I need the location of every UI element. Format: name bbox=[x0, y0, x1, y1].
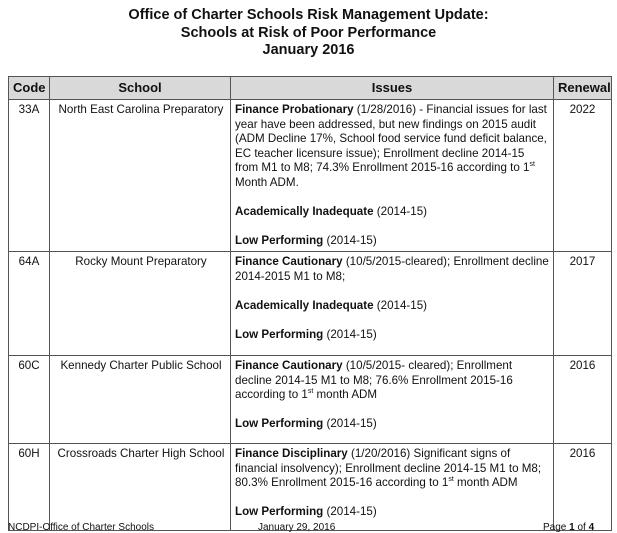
issue-status: Finance Cautionary bbox=[235, 254, 343, 268]
issue-detail-tail: Month ADM. bbox=[235, 175, 299, 189]
issues-cell bbox=[231, 355, 554, 443]
issue-detail: (2014-15) bbox=[373, 298, 428, 312]
issue-status: Low Performing bbox=[235, 417, 324, 431]
page-of: of bbox=[574, 522, 589, 533]
table-row bbox=[9, 443, 612, 530]
school-name: North East Carolina Preparatory bbox=[50, 100, 231, 252]
issue-paragraph bbox=[235, 205, 549, 220]
issue-status: Academically Inadequate bbox=[235, 298, 374, 312]
ordinal-suffix: st bbox=[307, 388, 314, 396]
page-total: 4 bbox=[588, 522, 595, 533]
school-name: Crossroads Charter High School bbox=[50, 443, 231, 530]
school-code: 33A bbox=[9, 100, 50, 252]
issue-status: Low Performing bbox=[235, 234, 324, 248]
table-row bbox=[9, 355, 612, 443]
risk-table bbox=[8, 76, 612, 531]
issue-paragraph bbox=[235, 255, 549, 284]
issue-paragraph bbox=[235, 103, 549, 191]
footer-page bbox=[543, 522, 594, 533]
column-header-code: Code bbox=[9, 77, 50, 100]
issue-detail: (10/5/2015-cleared); Enrollment decline 2014-2015 M1 to M8; bbox=[235, 254, 549, 283]
school-code: 60H bbox=[9, 443, 50, 530]
renewal-year: 2022 bbox=[554, 100, 612, 252]
issue-status: Low Performing bbox=[235, 327, 324, 341]
school-name: Rocky Mount Preparatory bbox=[50, 251, 231, 355]
issue-detail: (2014-15) bbox=[323, 327, 377, 341]
issue-status: Finance Probationary bbox=[235, 103, 354, 116]
ordinal-suffix: st bbox=[529, 161, 535, 169]
issue-detail-tail: month ADM bbox=[313, 388, 378, 402]
issue-paragraph bbox=[235, 359, 549, 403]
issue-paragraph bbox=[235, 299, 549, 314]
issue-detail: (10/5/2015- cleared); Enrollment decline 2014-15 M1 to M8; 76.6% Enrollment 2015-16 according to 1 bbox=[235, 358, 513, 402]
ordinal-suffix: st bbox=[448, 476, 454, 484]
issue-paragraph bbox=[235, 505, 549, 520]
issue-detail-tail: month ADM bbox=[453, 476, 518, 490]
column-header-issues: Issues bbox=[231, 77, 554, 100]
school-code: 64A bbox=[9, 251, 50, 355]
renewal-year: 2017 bbox=[554, 251, 612, 355]
issues-cell bbox=[231, 100, 554, 252]
school-name: Kennedy Charter Public School bbox=[50, 355, 231, 443]
issue-detail: (2014-15) bbox=[373, 205, 428, 219]
issue-detail: (2014-15) bbox=[323, 417, 377, 431]
column-header-school: School bbox=[50, 77, 231, 100]
issue-paragraph bbox=[235, 234, 549, 249]
column-header-renewal: Renewal bbox=[554, 77, 612, 100]
issue-paragraph bbox=[235, 447, 549, 491]
renewal-year: 2016 bbox=[554, 355, 612, 443]
issues-cell bbox=[231, 251, 554, 355]
issue-paragraph bbox=[235, 417, 549, 432]
title-line-3: January 2016 bbox=[262, 42, 355, 58]
issue-status: Low Performing bbox=[235, 505, 324, 519]
issue-detail: (1/28/2016) - Financial issues for last year have been addressed, but new findings on 2015 audit (ADM Decline 17%, School food service fund deficit balance, EC teacher licensure issue); Enrollment decline 2014-15 from M1 to M8; 74.3% Enrollment 2015-16 according to 1 bbox=[235, 103, 547, 175]
issue-detail: (2014-15) bbox=[323, 505, 377, 519]
school-code: 60C bbox=[9, 355, 50, 443]
table-header bbox=[9, 77, 612, 100]
page-prefix: Page bbox=[543, 522, 570, 533]
table-row bbox=[9, 100, 612, 252]
issue-status: Finance Disciplinary bbox=[235, 446, 348, 460]
document-title bbox=[0, 7, 617, 60]
issue-status: Finance Cautionary bbox=[235, 358, 343, 372]
page-number: 1 bbox=[569, 522, 575, 533]
issue-paragraph bbox=[235, 328, 549, 343]
table-row bbox=[9, 251, 612, 355]
issue-detail: (2014-15) bbox=[323, 234, 377, 248]
issues-cell bbox=[231, 443, 554, 530]
footer-office: NCDPI-Office of Charter Schools bbox=[8, 522, 154, 533]
issue-status: Academically Inadequate bbox=[235, 205, 374, 219]
title-line-2: Schools at Risk of Poor Performance bbox=[180, 24, 437, 41]
footer-date: January 29, 2016 bbox=[258, 522, 336, 533]
issue-detail: (1/20/2016) Significant signs of financial insolvency); Enrollment decline 2014-15 M1 to M8; 80.3% Enrollment 2015-16 according to 1 bbox=[235, 446, 542, 490]
renewal-year: 2016 bbox=[554, 443, 612, 530]
title-line-1: Office of Charter Schools Risk Management Update: bbox=[128, 7, 489, 23]
